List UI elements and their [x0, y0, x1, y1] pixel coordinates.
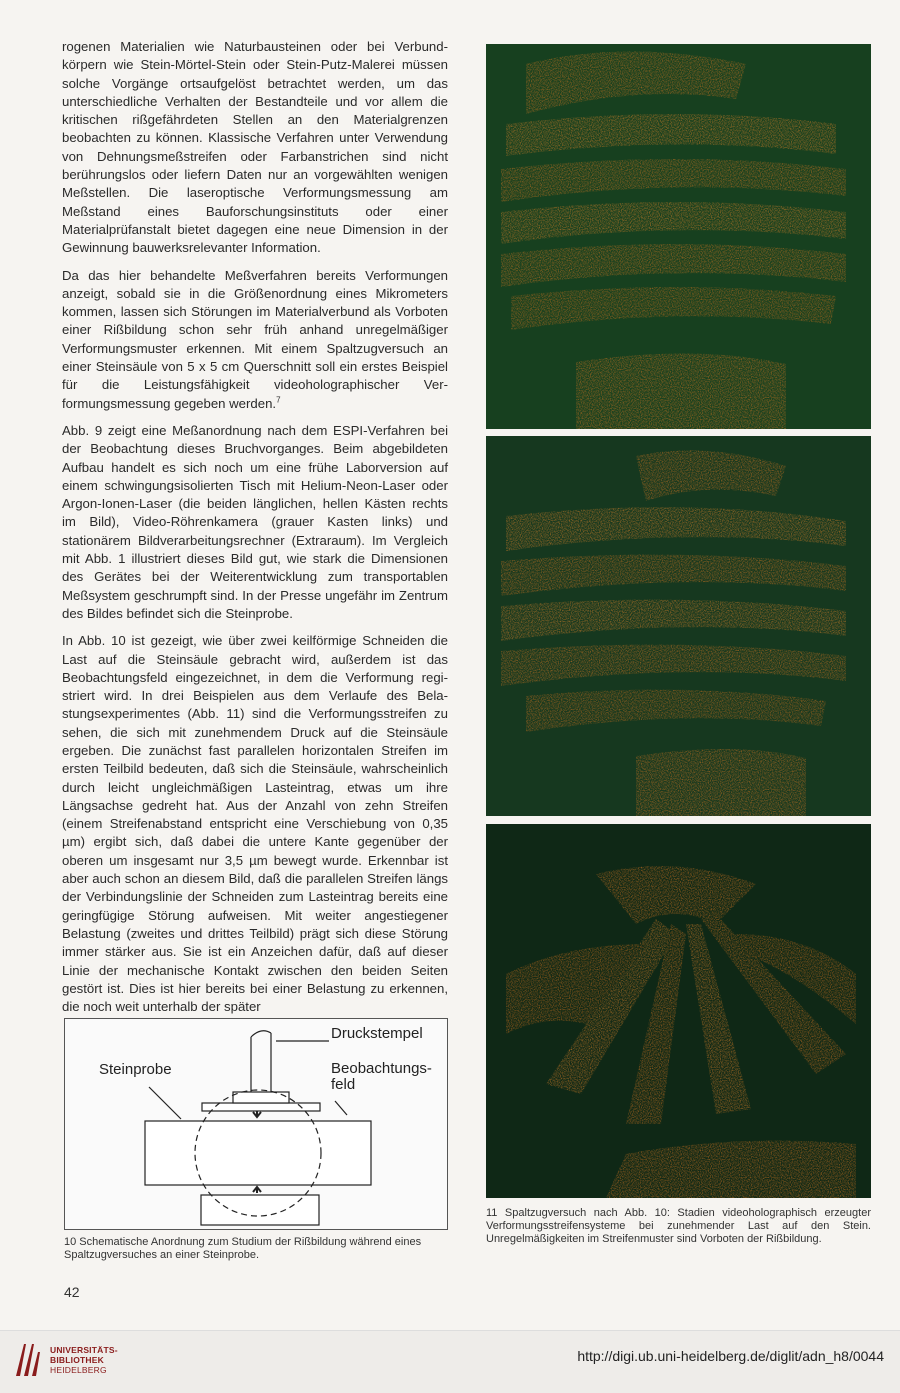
- press-stamp-shaft: [251, 1031, 271, 1092]
- force-arrow-down: [253, 1111, 261, 1117]
- hologram-stage-2: [486, 436, 871, 816]
- library-line-3: HEIDELBERG: [50, 1365, 107, 1375]
- hologram-photo-3: [486, 824, 871, 1198]
- leader-field: [335, 1101, 347, 1115]
- label-druckstempel: Druckstempel: [331, 1025, 423, 1042]
- library-logo-icon: [12, 1340, 42, 1380]
- paragraph-1: rogenen Materialien wie Naturbausteinen oder bei Verbundkörpern wie Stein-Mörtel-Stein oder Stein-Putz-Malerei müssen solche Vorgänge ortsaufgelöst betrachtet werden, um das unterschiedliche Verhalten der Bestandteile und vor allem die kritischen rißgefährdeten Stellen an den Materialgrenzen beobachten zu können. Klassische Verfahren unter Verwendung von Dehnungsmeßstreifen oder Farbanstrichen sind nicht berührungslos oder liefern Daten nur an vorgewählten wenigen Meßstellen. Die laseroptische Verformungsmessung am Meßstand eines Bauforschungsinstituts oder einer Materialprüfanstalt bietet dagegen eine neue Dimension in der Gewinnung bauwerksrelevanter Information.: [62, 39, 448, 256]
- hologram-photo-2: [486, 436, 871, 816]
- footnote-ref: 7: [276, 395, 281, 405]
- paragraph-2-text: Da das hier behandelte Meßverfahren bereits Verformungen anzeigt, sobald sie in die Größenordnung eines Mikrometers kommen, lassen sich Störungen im Materialverbund als Vorboten einer Rißbildung schon sehr früh anhand unregelmäßiger Verformungsmuster erkennen. Mit einem Spaltzugversuch an einer Steinsäule von 5 x 5 cm Querschnitt soll ein erstes Beispiel für die Leistungsfähigkeit videoholographischer Verformungsmessung gegeben werden.: [62, 267, 448, 411]
- figure-10-diagram: [64, 1018, 448, 1230]
- label-field-line1: Beobachtungs-: [331, 1060, 432, 1077]
- figure-10-caption: 10 Schematische Anordnung zum Studium der Rißbildung während eines Spaltzugversuches an einer Steinprobe.: [64, 1236, 422, 1261]
- label-steinprobe: Steinprobe: [99, 1061, 172, 1078]
- hologram-photo-1: [486, 44, 871, 429]
- hologram-stage-1: [486, 44, 871, 429]
- stone-sample-shape: [145, 1121, 371, 1185]
- label-beobachtungsfeld: [331, 1061, 432, 1093]
- library-line-1: UNIVERSITÄTS-: [50, 1345, 118, 1355]
- figure-11-caption: 11 Spaltzugversuch nach Abb. 10: Stadien videoholographisch erzeugter Verformungsstreifensysteme bei zunehmender Last auf den Stein. Unregelmäßigkeiten im Streifenmuster sind Vorboten der Rißbildung.: [486, 1207, 871, 1245]
- leader-sample: [149, 1087, 181, 1119]
- paragraph-3: Abb. 9 zeigt eine Meßanordnung nach dem ESPI-Verfahren bei der Beobachtung dieses Bruchvorganges. Beim abgebildeten Aufbau handelt es sich noch um eine frühe Laborversion auf einem schwingungsisolierten Tisch mit Helium-Neon-Laser oder Argon-Ionen-Laser (die beiden länglichen, hellen Kästen rechts im Bild), Video-Röhrenkamera (grauer Kasten links) und stationärem Bildverarbeitungsrechner (Extraraum). Im Vergleich mit Abb. 1 illustriert dieses Bild gut, wie stark die Dimensionen des Gerätes bei der Weiterentwicklung zum transportablen Meßsystem geschrumpft sind. In der Presse ungefähr im Zentrum des Bildes befindet sich die Steinprobe.: [62, 422, 448, 621]
- upper-blade-plate: [202, 1103, 320, 1111]
- library-name: [50, 1345, 118, 1375]
- body-text-column: [62, 38, 448, 1025]
- upper-blade: [233, 1092, 289, 1103]
- hologram-stage-3: [486, 824, 871, 1198]
- library-line-2: BIBLIOTHEK: [50, 1355, 104, 1365]
- paragraph-4: In Abb. 10 ist gezeigt, wie über zwei keilförmige Schneiden die Last auf die Steinsäule gebracht wird, außerdem ist das Beobachtungsfeld eingezeichnet, in dem die Verformung registriert wird. In drei Beispielen aus dem Verlaufe des Belastungsexperimentes (Abb. 11) sind die Verformungsstreifen zu sehen, die sich mit zunehmendem Druck auf die Steinsäule ergeben. Die zunächst fast parallelen horizontalen Streifen im ersten Teilbild bedeuten, daß sich die Steinsäule, wahrscheinlich durch leicht ungleichmäßigen Lasteintrag, etwas um ihre Längsachse gedreht hat. Aus der Anzahl von zehn Streifen (einem Streifenabstand entspricht eine Verschiebung von 0,35 µm) ergibt sich, daß dabei die untere Kante gegenüber der oberen um insgesamt nur 3,5 µm bewegt wurde. Erkennbar ist aber auch schon an diesem Bild, daß die parallelen Streifen längs der Verbindungslinie der Schneiden zum Lasteintrag bereits eine geringfügige Störung aufweisen. Mit weiter angestiegener Belastung (zweites und drittes Teilbild) prägt sich diese Störung immer stärker aus. Sie ist ein Anzeichen dafür, daß auf dieser Linie der mechanische Kontakt zwischen den beiden Seiten gestört ist. Dies ist hier bereits bei einer Belastung zu erkennen, die noch weit unterhalb der später: [62, 633, 448, 1015]
- figure-10-drawing: [65, 1019, 447, 1229]
- label-field-line2: feld: [331, 1076, 356, 1093]
- force-arrow-up: [253, 1187, 261, 1193]
- source-url-link[interactable]: http://digi.ub.uni-heidelberg.de/diglit/adn_h8/0044: [577, 1348, 884, 1364]
- paragraph-2: [62, 267, 448, 413]
- page-number: 42: [64, 1284, 80, 1300]
